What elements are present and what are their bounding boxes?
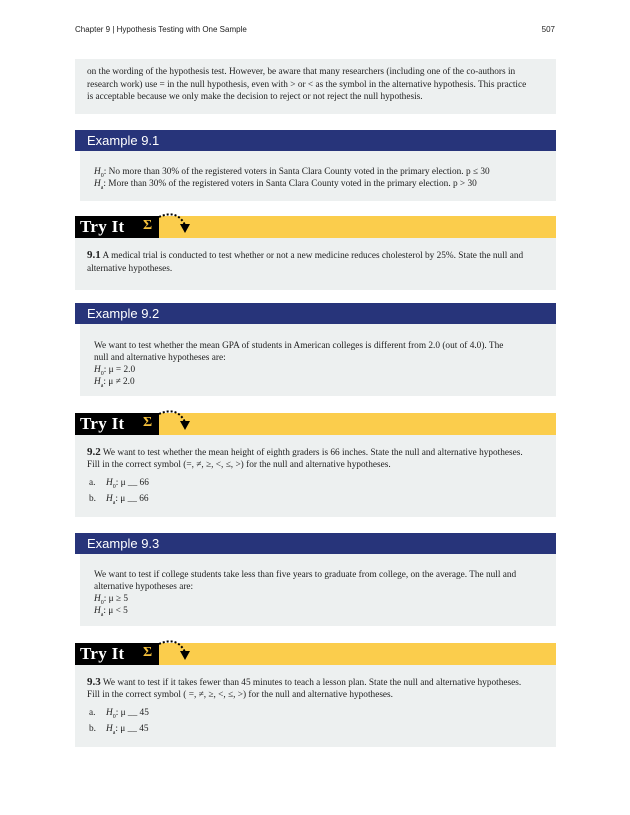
exercise-number: 9.3 bbox=[87, 676, 101, 688]
example-9-3-body bbox=[80, 554, 556, 626]
sigma-icon: Σ bbox=[143, 415, 153, 430]
h-symbol: H bbox=[94, 606, 101, 616]
example-9-3-header bbox=[75, 533, 556, 554]
h-subscript: 0 bbox=[100, 370, 104, 377]
example-text: We want to test if college students take less than five years to graduate from college, on the average. The null and bbox=[94, 570, 517, 580]
chapter-title: Chapter 9 | Hypothesis Testing with One Sample bbox=[75, 25, 247, 34]
dotted-arrow-icon bbox=[155, 406, 195, 436]
try-it-badge bbox=[75, 216, 159, 238]
list-label: b. bbox=[89, 494, 96, 504]
h-subscript: 0 bbox=[112, 483, 116, 490]
h-subscript: 0 bbox=[100, 172, 104, 179]
h0-statement: : μ = 2.0 bbox=[103, 365, 136, 375]
try-it-9-1-body bbox=[75, 238, 556, 290]
try-it-badge bbox=[75, 413, 159, 435]
example-title: Example 9.3 bbox=[87, 536, 160, 551]
try-it-bar-3 bbox=[75, 643, 556, 665]
h-symbol: H bbox=[106, 494, 113, 504]
exercise-text: A medical trial is conducted to test whether or not a new medicine reduces cholesterol by 25%. State the null and bbox=[100, 251, 524, 261]
h-symbol: H bbox=[94, 167, 101, 177]
try-it-badge bbox=[75, 643, 159, 665]
list-label: a. bbox=[89, 478, 96, 488]
exercise-number: 9.2 bbox=[87, 446, 101, 458]
list-label: b. bbox=[89, 724, 96, 734]
example-text-cont: alternative hypotheses are: bbox=[94, 582, 194, 592]
h-subscript: 0 bbox=[100, 599, 104, 606]
h-symbol: H bbox=[94, 179, 101, 189]
h-symbol: H bbox=[106, 708, 113, 718]
example-9-2-body bbox=[80, 324, 556, 396]
example-text: We want to test whether the mean GPA of students in American colleges is different from 2.0 (out of 4.0). The bbox=[94, 341, 504, 351]
try-it-bar-1 bbox=[75, 216, 556, 238]
exercise-number: 9.1 bbox=[87, 249, 101, 261]
h-symbol: H bbox=[94, 365, 101, 375]
page-header bbox=[75, 25, 555, 37]
dotted-arrow-icon bbox=[155, 209, 195, 239]
alt-hypothesis bbox=[94, 605, 128, 621]
example-title: Example 9.2 bbox=[87, 306, 160, 321]
list-label: a. bbox=[89, 708, 96, 718]
ha-statement: : μ ≠ 2.0 bbox=[103, 377, 135, 387]
ha-statement: : More than 30% of the registered voters in Santa Clara County voted in the primary election. p > 30 bbox=[103, 179, 477, 189]
h0-statement: : No more than 30% of the registered voters in Santa Clara County voted in the primary election. p ≤ 30 bbox=[103, 167, 490, 177]
h-subscript: a bbox=[112, 729, 116, 736]
intro-box bbox=[75, 59, 556, 114]
try-it-9-3-body bbox=[75, 665, 556, 747]
ha-statement: : μ < 5 bbox=[103, 606, 128, 616]
h-subscript: a bbox=[100, 184, 104, 191]
intro-line-2: research work) use = in the null hypothesis, even with > or < as the symbol in the alternative hypothesis. This practice bbox=[87, 79, 527, 90]
h-symbol: H bbox=[94, 594, 101, 604]
list-text: : μ __ 66 bbox=[115, 478, 149, 488]
exercise-text: We want to test if it takes fewer than 45 minutes to teach a lesson plan. State the null and alternative hypotheses. bbox=[100, 678, 522, 688]
alt-hypothesis bbox=[94, 178, 477, 194]
try-it-label: Try It bbox=[80, 644, 125, 663]
list-item-a bbox=[89, 477, 149, 493]
list-item-b bbox=[89, 493, 149, 509]
page-number: 507 bbox=[541, 25, 555, 34]
example-text-cont: null and alternative hypotheses are: bbox=[94, 353, 226, 363]
intro-line-1: on the wording of the hypothesis test. However, be aware that many researchers (including one of the co-authors in bbox=[87, 67, 516, 77]
h0-statement: : μ ≥ 5 bbox=[103, 594, 129, 604]
exercise-text-cont: Fill in the correct symbol ( =, ≠, ≥, <, ≤, >) for the null and alternative hypotheses. bbox=[87, 690, 394, 700]
exercise-text-cont: Fill in the correct symbol (=, ≠, ≥, <, ≤, >) for the null and alternative hypotheses. bbox=[87, 460, 391, 470]
sigma-icon: Σ bbox=[143, 218, 153, 233]
example-9-1-header bbox=[75, 130, 556, 151]
example-9-2-header bbox=[75, 303, 556, 324]
dotted-arrow-icon bbox=[155, 636, 195, 666]
h-symbol: H bbox=[106, 724, 113, 734]
h-subscript: a bbox=[100, 382, 104, 389]
h-symbol: H bbox=[94, 377, 101, 387]
alt-hypothesis bbox=[94, 376, 135, 392]
list-item-b bbox=[89, 723, 149, 739]
list-item-a bbox=[89, 707, 149, 723]
exercise-text: We want to test whether the mean height of eighth graders is 66 inches. State the null and alternative hypotheses. bbox=[100, 448, 523, 458]
list-text: : μ __ 45 bbox=[115, 724, 149, 734]
h-symbol: H bbox=[106, 478, 113, 488]
list-text: : μ __ 45 bbox=[115, 708, 149, 718]
example-9-1-body bbox=[80, 151, 556, 201]
list-text: : μ __ 66 bbox=[115, 494, 149, 504]
example-title: Example 9.1 bbox=[87, 133, 160, 148]
h-subscript: a bbox=[112, 499, 116, 506]
try-it-9-2-body bbox=[75, 435, 556, 517]
h-subscript: 0 bbox=[112, 713, 116, 720]
h-subscript: a bbox=[100, 611, 104, 618]
try-it-bar-2 bbox=[75, 413, 556, 435]
intro-line-3: is acceptable because we only make the decision to reject or not reject the null hypothesis. bbox=[87, 92, 423, 103]
sigma-icon: Σ bbox=[143, 645, 153, 660]
try-it-label: Try It bbox=[80, 414, 125, 433]
try-it-label: Try It bbox=[80, 217, 125, 236]
exercise-text-cont: alternative hypotheses. bbox=[87, 263, 173, 274]
